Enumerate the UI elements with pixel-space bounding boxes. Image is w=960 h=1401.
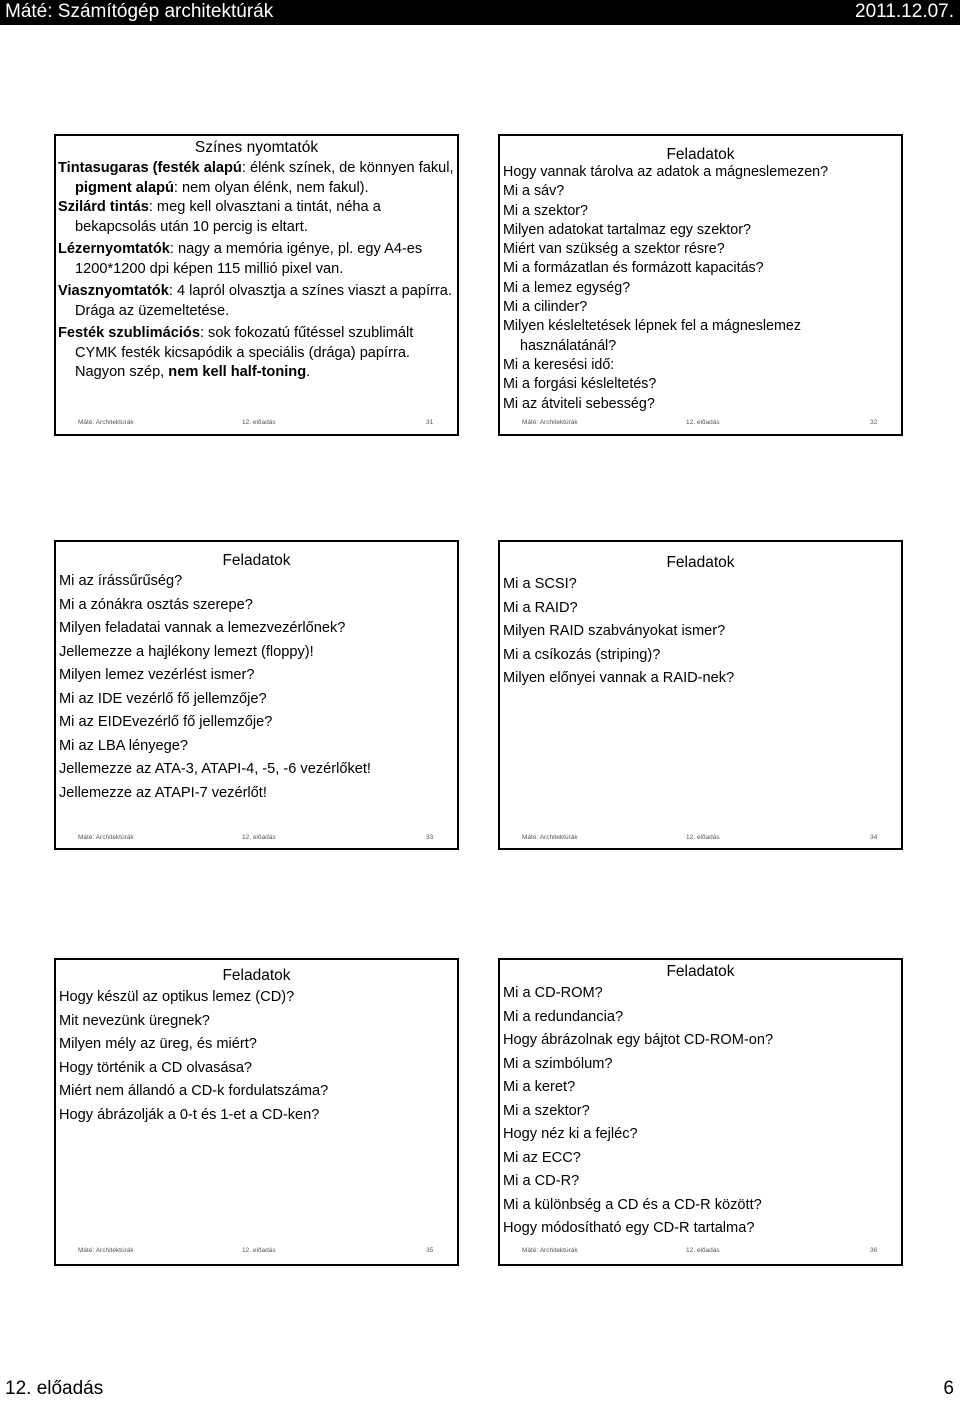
slide-line: Milyen lemez vezérlést ismer? <box>59 667 255 683</box>
slide-line: Miért van szükség a szektor résre? <box>503 241 725 258</box>
slide-line: Mi a CD-ROM? <box>503 985 603 1001</box>
text-run: : nagy a memória igénye, pl. egy A4-es 1200*1200 dpi képen 115 millió pixel van. <box>75 241 423 277</box>
slide-line: Hogy ábrázolnak egy bájtot CD-ROM-on? <box>503 1032 774 1048</box>
slide-line <box>58 282 455 321</box>
slide-line: Milyen RAID szabványokat ismer? <box>503 623 726 639</box>
slide-number: 31 <box>426 419 434 426</box>
slide-number: 34 <box>870 834 878 841</box>
slide-line: Mi az írássűrűség? <box>59 573 183 589</box>
slide-footer <box>56 1246 457 1256</box>
text-run: : élénk színek, de könnyen fakul, <box>241 160 454 176</box>
slide-footer-lecture: 12. előadás <box>686 1247 720 1254</box>
bold-term: Festék szublimációs <box>58 325 200 341</box>
slide-footer <box>500 418 901 428</box>
slide-32 <box>498 134 903 436</box>
slide-line <box>58 324 455 383</box>
slide-title: Feladatok <box>222 552 291 569</box>
document-title: Máté: Számítógép architektúrák <box>5 1 274 22</box>
bold-term: Szilárd tintás <box>58 199 149 215</box>
slide-footer-lecture: 12. előadás <box>242 419 276 426</box>
slide-body <box>503 163 898 414</box>
slide-line: Mi a különbség a CD és a CD-R között? <box>503 1196 762 1213</box>
slide-line: Milyen mély az üreg, és miért? <box>59 1036 257 1052</box>
slide-line: Hogy történik a CD olvasása? <box>59 1059 253 1076</box>
text-run: : meg kell olvasztani a tintát, néha a bekapcsolás után 10 percig is eltart. <box>75 199 381 235</box>
slide-title: Feladatok <box>222 967 291 984</box>
slide-line: Mi a formázatlan és formázott kapacitás? <box>503 260 764 277</box>
slide-line: Hogy vannak tárolva az adatok a mágneslemezen? <box>503 164 829 180</box>
page-footer-lecture: 12. előadás <box>5 1378 104 1399</box>
slide-line: Mi az IDE vezérlő fő jellemzője? <box>59 690 267 707</box>
slide-body <box>503 573 898 691</box>
text-run: : nem olyan élénk, nem fakul). <box>173 179 369 196</box>
slide-33 <box>54 540 459 850</box>
slide-line: Jellemezze a hajlékony lemezt (floppy)! <box>59 643 314 660</box>
slide-line: Hogy készül az optikus lemez (CD)? <box>59 989 295 1005</box>
slide-line: Milyen késleltetések lépnek fel a mágneslemez használatánál? <box>503 318 802 354</box>
slide-footer <box>56 418 457 428</box>
slide-line: Miért nem állandó a CD-k fordulatszáma? <box>59 1083 329 1099</box>
slide-line: Mi a keret? <box>503 1079 576 1095</box>
slide-footer-author: Máté: Architektúrák <box>78 1247 134 1254</box>
slide-line: Hogy módosítható egy CD-R tartalma? <box>503 1220 755 1236</box>
text-run: . <box>306 364 311 380</box>
slide-line: Mi a csíkozás (striping)? <box>503 646 661 663</box>
slide-line: Mi a RAID? <box>503 599 578 616</box>
slide-line: Milyen előnyei vannak a RAID-nek? <box>503 670 735 686</box>
slide-title: Színes nyomtatók <box>194 139 319 156</box>
slide-line: Mi a cilinder? <box>503 299 588 316</box>
slide-line <box>58 159 455 198</box>
slide-line: Mi a szektor? <box>503 1102 590 1119</box>
slide-line: Mi az átviteli sebesség? <box>503 395 655 412</box>
slide-footer <box>500 1246 901 1256</box>
slide-line: Mi a SCSI? <box>503 576 577 592</box>
slide-body <box>503 982 898 1241</box>
slide-footer-lecture: 12. előadás <box>686 419 720 426</box>
slide-footer-lecture: 12. előadás <box>242 1247 276 1254</box>
bold-term: Lézernyomtatók <box>58 241 170 257</box>
slide-body <box>59 986 454 1127</box>
slide-line: Mi a keresési idő: <box>503 356 615 373</box>
slide-footer-lecture: 12. előadás <box>686 834 720 841</box>
slide-footer-lecture: 12. előadás <box>242 834 276 841</box>
bold-term: Viasznyomtatók <box>58 283 169 299</box>
slide-line: Mi a redundancia? <box>503 1008 624 1025</box>
slide-number: 33 <box>426 834 434 841</box>
slide-number: 36 <box>870 1247 878 1254</box>
slide-line: Hogy ábrázolják a 0-t és 1-et a CD-ken? <box>59 1106 320 1123</box>
slide-line: Mi a CD-R? <box>503 1173 580 1189</box>
slide-number: 35 <box>426 1247 434 1254</box>
slide-line: Mi a lemez egység? <box>503 279 631 296</box>
slide-line: Mit nevezünk üregnek? <box>59 1012 210 1029</box>
document-date: 2011.12.07. <box>855 1 954 22</box>
page-number: 6 <box>943 1378 954 1399</box>
slide-line: Mi az ECC? <box>503 1149 581 1166</box>
slide-line: Mi a forgási késleltetés? <box>503 376 657 393</box>
slide-line: Jellemezze az ATAPI-7 vezérlőt! <box>59 784 267 801</box>
slide-line: Mi a szimbólum? <box>503 1055 613 1072</box>
slide-35 <box>54 958 459 1266</box>
slide-line: Mi a sáv? <box>503 183 565 200</box>
slide-line: Mi az EIDEvezérlő fő jellemzője? <box>59 714 273 730</box>
slide-line: Milyen adatokat tartalmaz egy szektor? <box>503 221 751 238</box>
slide-line: Mi az LBA lényege? <box>59 737 188 754</box>
slide-31 <box>54 134 459 436</box>
slide-36 <box>498 958 903 1266</box>
bold-term: pigment alapú <box>75 179 174 196</box>
slide-line <box>58 240 455 279</box>
slide-body <box>59 570 454 805</box>
slide-footer-author: Máté: Architektúrák <box>522 419 578 426</box>
slide-title: Feladatok <box>666 554 735 571</box>
slide-footer-author: Máté: Architektúrák <box>522 834 578 841</box>
slide-line: Jellemezze az ATA-3, ATAPI-4, -5, -6 vezérlőket! <box>59 761 371 777</box>
slide-footer <box>500 833 901 843</box>
slide-line: Mi a szektor? <box>503 202 589 219</box>
slide-number: 32 <box>870 419 878 426</box>
slide-footer <box>56 833 457 843</box>
slide-footer-author: Máté: Architektúrák <box>522 1247 578 1254</box>
slide-line: Hogy néz ki a fejléc? <box>503 1126 638 1142</box>
slide-body <box>58 159 455 383</box>
text-run: : sok fokozatú fűtéssel szublimált CYMK festék kicsapódik a speciális (drága) papírra. Nagyon szép, <box>75 325 414 380</box>
slide-title: Feladatok <box>666 146 735 163</box>
slide-34 <box>498 540 903 850</box>
bold-term: nem kell half-toning <box>168 364 307 380</box>
slide-footer-author: Máté: Architektúrák <box>78 419 134 426</box>
slide-line <box>58 198 455 237</box>
slide-title: Feladatok <box>666 963 735 980</box>
bold-term: Tintasugaras (festék alapú <box>58 160 242 176</box>
page-header <box>0 0 960 25</box>
slide-line: Milyen feladatai vannak a lemezvezérlőnek? <box>59 620 346 636</box>
slide-line: Mi a zónákra osztás szerepe? <box>59 596 253 613</box>
text-run: : 4 lapról olvasztja a színes viaszt a papírra. Drága az üzemeltetése. <box>75 283 452 319</box>
slide-footer-author: Máté: Architektúrák <box>78 834 134 841</box>
